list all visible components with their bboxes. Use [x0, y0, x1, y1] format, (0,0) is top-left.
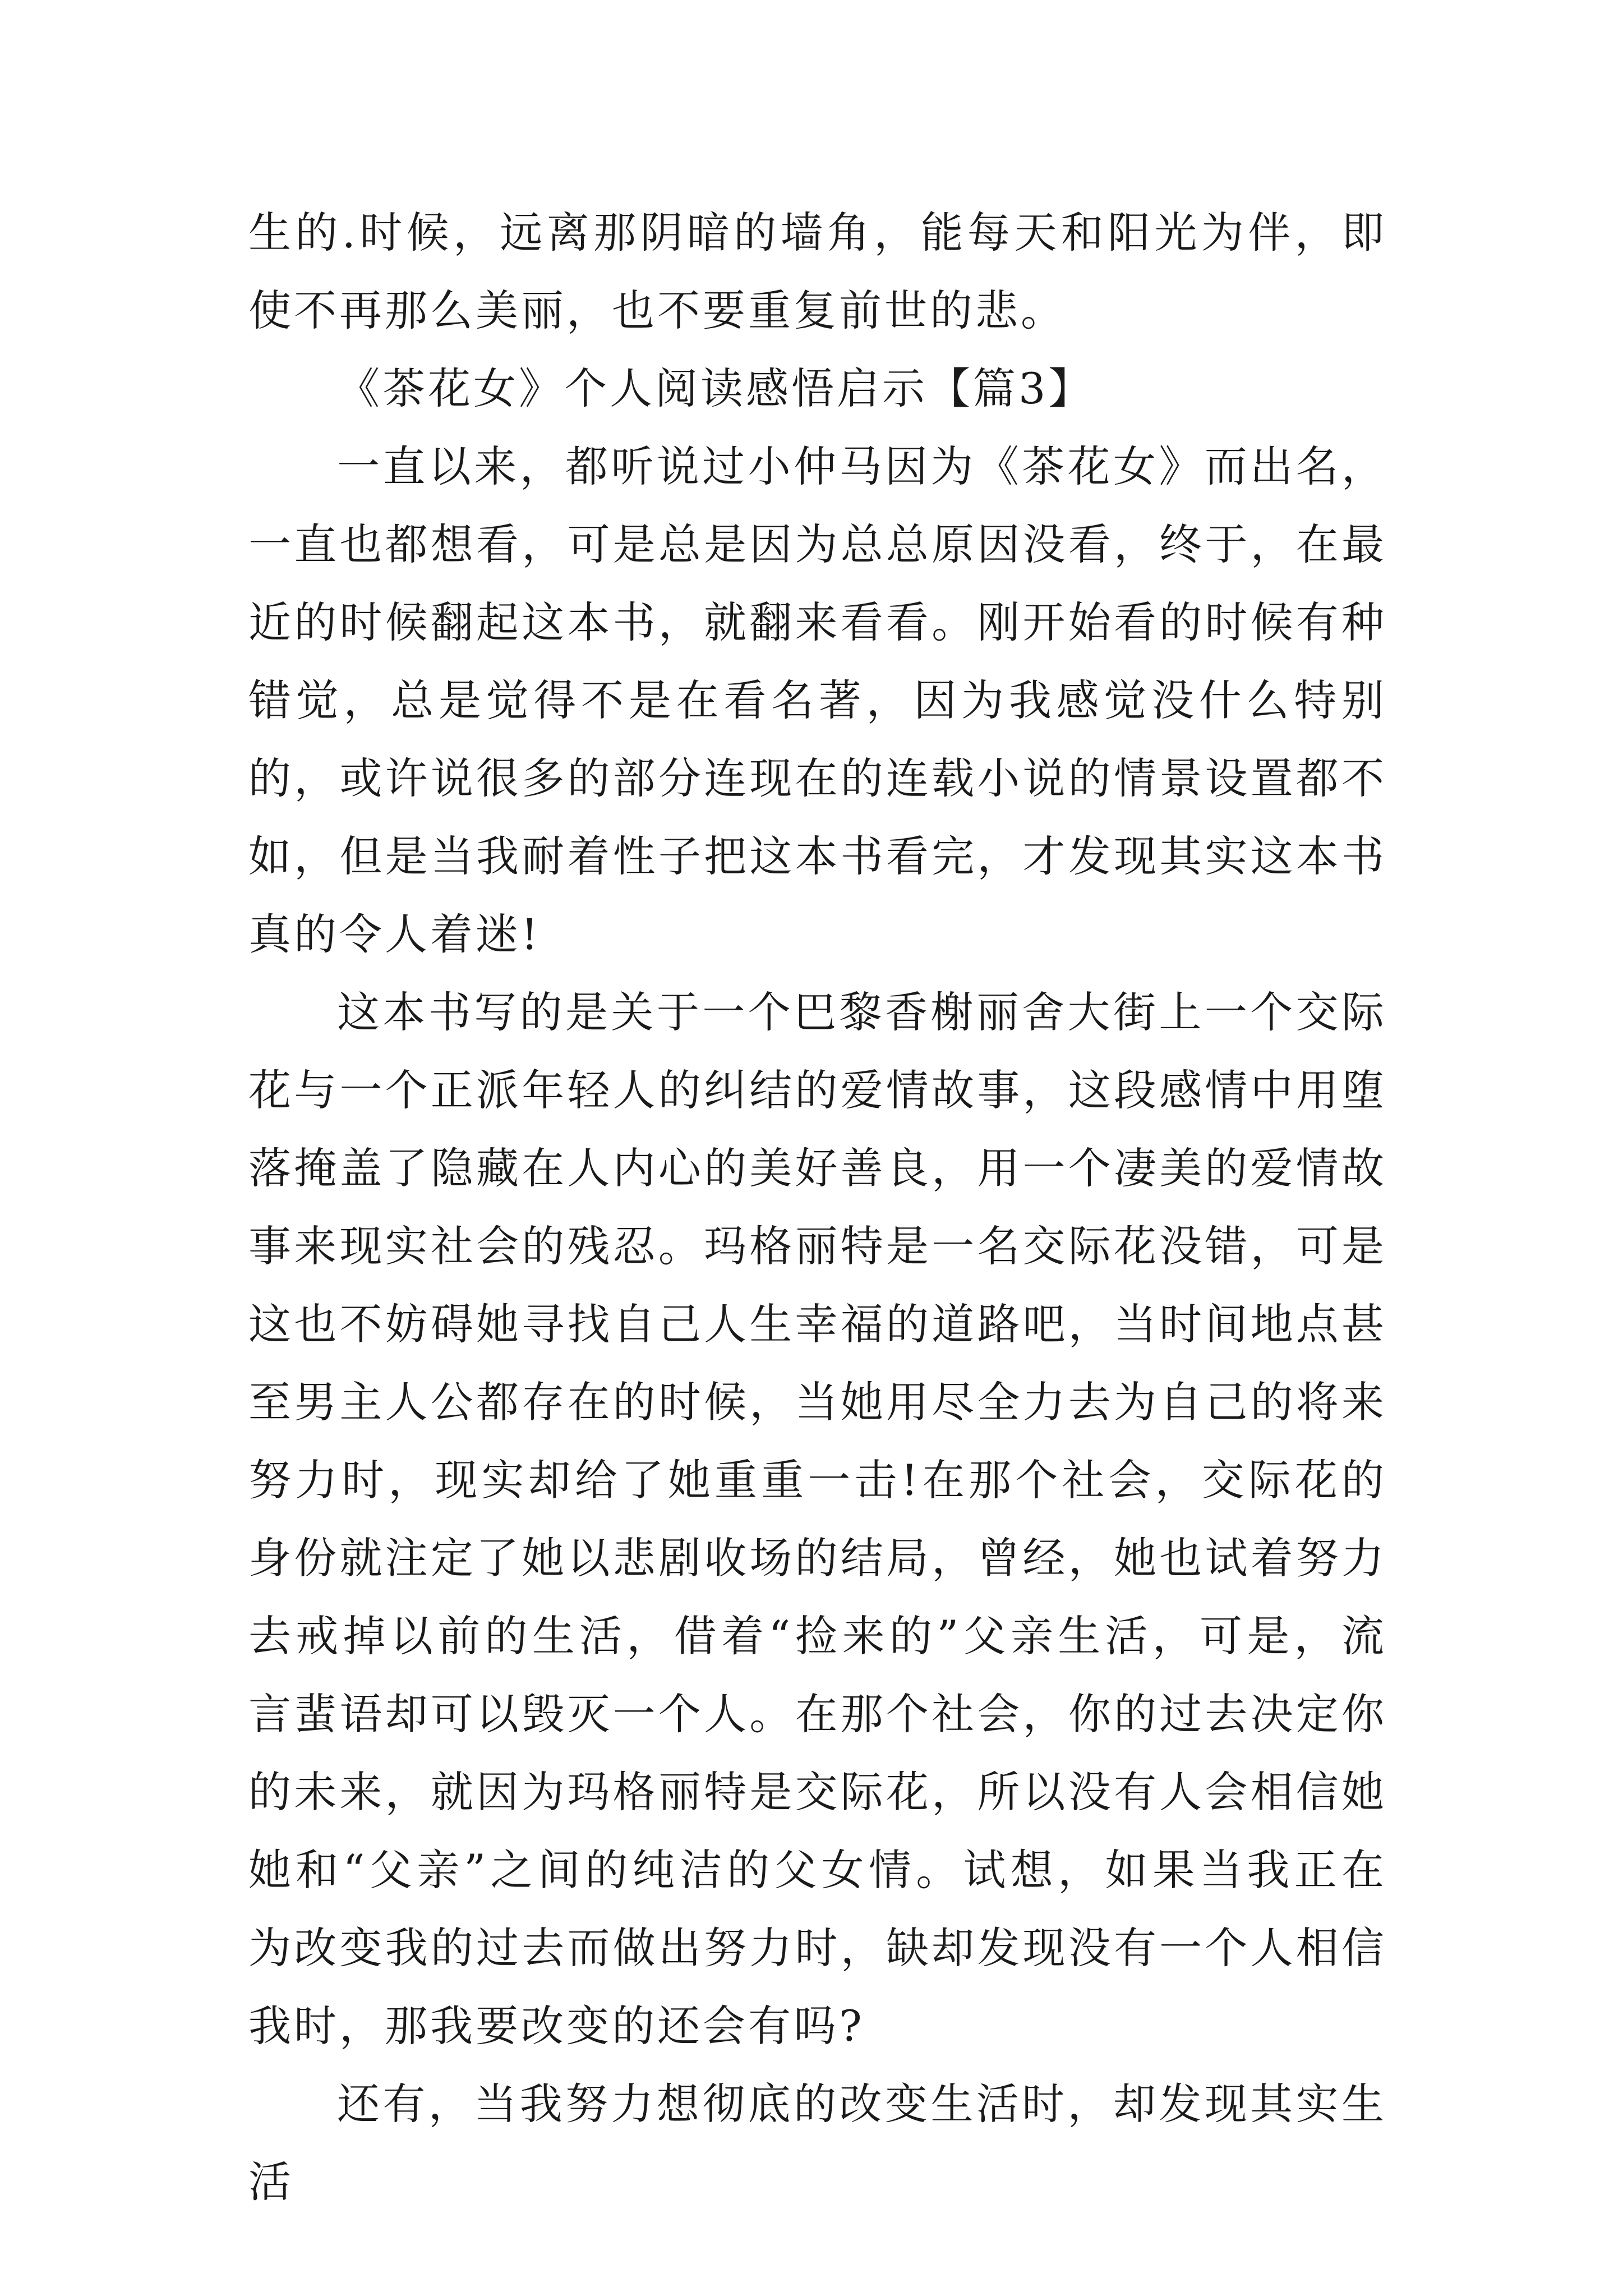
body-text — [248, 194, 1387, 2221]
section-heading: 《茶花女》个人阅读感悟启示【篇3】 — [337, 364, 1094, 413]
paragraph-1: 一直以来，都听说过小仲马因为《茶花女》而出名，一直也都想看，可是总是因为总总原因没看，终于，在最近的时候翻起这本书，就翻来看看。刚开始看的时候有种错觉，总是觉得不是在看名著，因为我感觉没什么特别的，或许说很多的部分连现在的连载小说的情景设置都不如，但是当我耐着性子把这本书看完，才发现其实这本书真的令人着迷! — [248, 441, 1387, 959]
paragraph-3: 还有，当我努力想彻底的改变生活时，却发现其实生活 — [248, 2079, 1387, 2207]
paragraph-continued: 生的.时候，远离那阴暗的墙角，能每天和阳光为伴，即使不再那么美丽，也不要重复前世的悲。 — [248, 208, 1387, 335]
paragraph-2: 这本书写的是关于一个巴黎香榭丽舍大街上一个交际花与一个正派年轻人的纠结的爱情故事，这段感情中用堕落掩盖了隐藏在人内心的美好善良，用一个凄美的爱情故事来现实社会的残忍。玛格丽特是一名交际花没错，可是这也不妨碍她寻找自己人生幸福的道路吧，当时间地点甚至男主人公都存在的时候，当她用尽全力去为自己的将来努力时，现实却给了她重重一击!在那个社会，交际花的身份就注定了她以悲剧收场的结局，曾经，她也试着努力去戒掉以前的生活，借着“捡来的”父亲生活，可是，流言蜚语却可以毁灭一个人。在那个社会，你的过去决定你的未来，就因为玛格丽特是交际花，所以没有人会相信她她和“父亲”之间的纯洁的父女情。试想，如果当我正在为改变我的过去而做出努力时，缺却发现没有一个人相信我时，那我要改变的还会有吗? — [248, 987, 1387, 2051]
